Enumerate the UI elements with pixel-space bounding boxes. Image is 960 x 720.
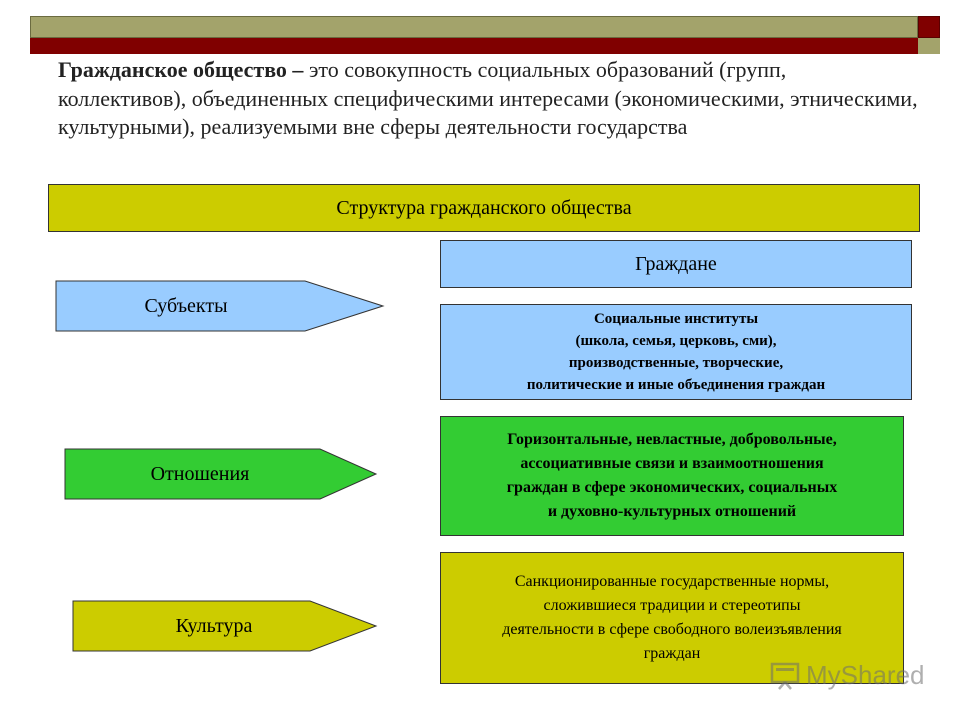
header-bar-olive [30, 16, 918, 38]
subjects-arrow [55, 280, 385, 332]
header-square-olive [918, 38, 940, 54]
institutes-line: производственные, творческие, [568, 355, 784, 371]
definition-term: Гражданское общество – [58, 57, 304, 82]
structure-header-box [48, 184, 920, 232]
norms-line: деятельности в сфере свободного волеизъявления [502, 621, 842, 638]
citizens-label: Граждане [635, 252, 717, 275]
relations-line: и духовно-культурных отношений [547, 503, 797, 520]
relations-line: ассоциативные связи и взаимоотношения [520, 455, 824, 472]
norms-line: сложившиеся традиции и стереотипы [543, 597, 801, 614]
definition-body: это совокупность социальных образований (групп, коллективов), объединенных специфическими интересами (экономическими, этническими, культурными), реализуемыми вне сферы деятельности государства [58, 57, 918, 139]
culture-arrow [72, 600, 378, 652]
relations-line: Горизонтальные, невластные, добровольные, [507, 431, 837, 448]
relations-arrow [64, 448, 378, 500]
definition-text [58, 56, 918, 142]
subjects-label: Субъекты [144, 294, 228, 317]
culture-label: Культура [175, 614, 253, 637]
header-square-red [918, 16, 940, 38]
relations-line: граждан в сфере экономических, социальных [506, 479, 838, 496]
norms-line: Санкционированные государственные нормы, [514, 573, 830, 590]
presentation-icon [770, 660, 800, 690]
institutes-line: политические и иные объединения граждан [526, 377, 826, 393]
institutes-line: Социальные институты [593, 311, 759, 327]
institutes-line: (школа, семья, церковь, сми), [575, 333, 777, 349]
header-bar-dark [30, 38, 918, 54]
citizens-box [440, 240, 912, 288]
relations-label: Отношения [150, 462, 250, 485]
social-institutes-box [440, 304, 912, 400]
structure-header-label: Структура гражданского общества [336, 196, 632, 219]
watermark-text: MyShared [806, 659, 925, 690]
norms-line: граждан [643, 645, 701, 662]
relations-box [440, 416, 904, 536]
watermark [770, 658, 925, 692]
